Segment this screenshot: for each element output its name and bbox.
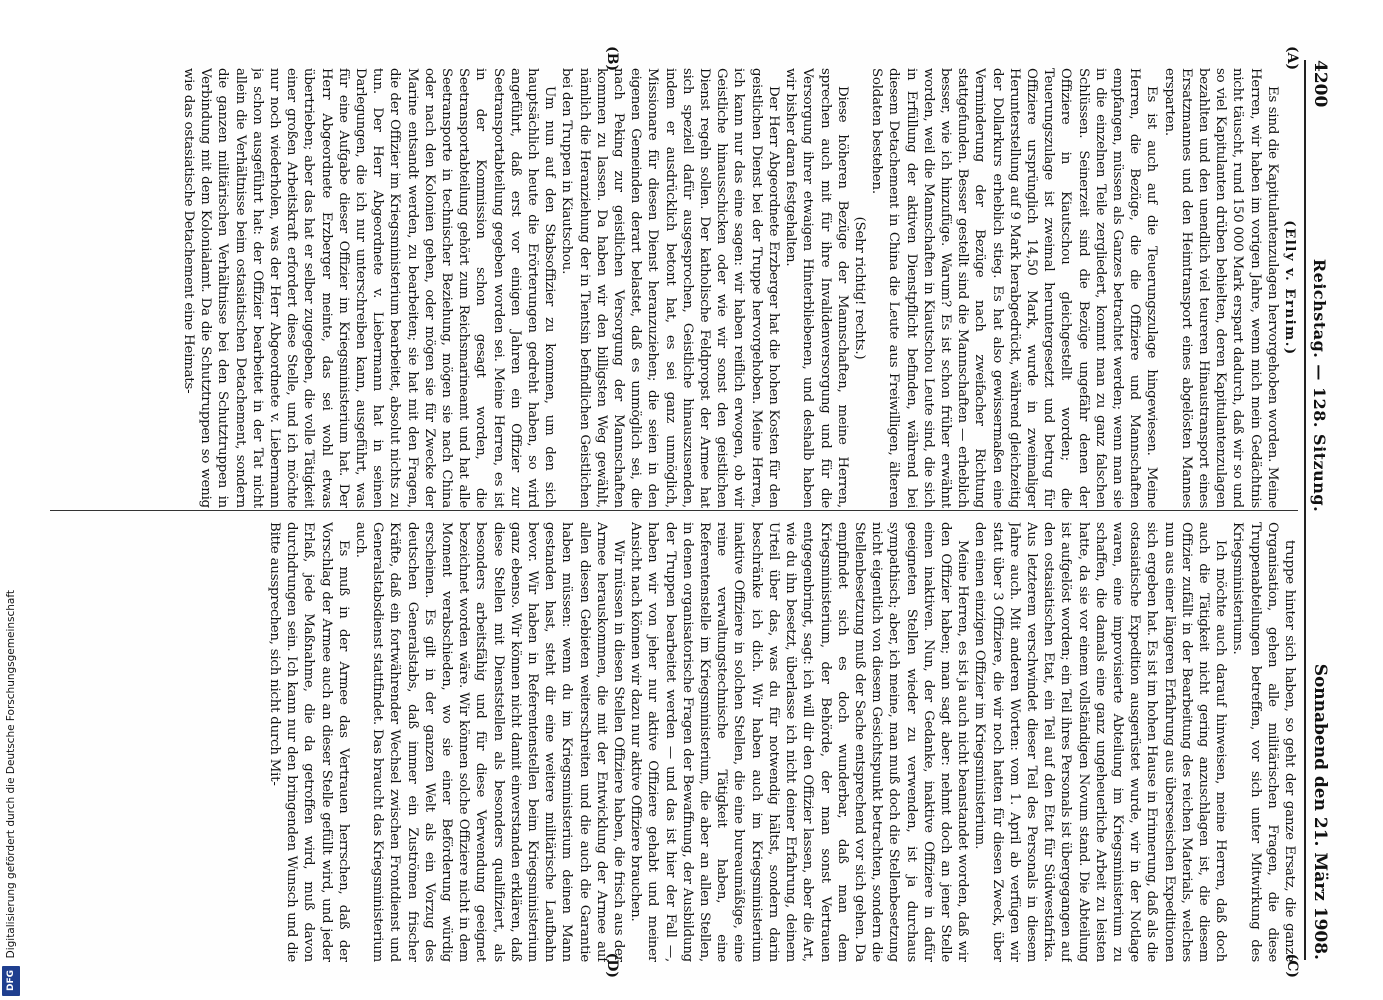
margin-marker-d: (D) (604, 952, 620, 978)
page-title: Reichstag. — 128. Sitzung. (1310, 258, 1329, 513)
page-date: Sonnabend den 21. März 1908. (1310, 663, 1330, 960)
paragraph: Um nun auf den Stabsoffizier zu kommen, um den sich hauptsächlich heute die Erörterungen gedreht haben, so wird angeführt, daß erst vor einigen Jahren ein Offizier zur Seetransportabteilung gegeben worden sei. Meine Herren, es ist in der Kommission schon gesagt worden, die Seetransportabteilung gehört zum Reichsmarineamt und hat alle Seetransporte in technischer Beziehung, mögen sie nach China oder nach den Kolonien gehen, oder mögen sie für Zwecke der Marine entsandt werden, zu bearbeiten; sie hat mit den Fragen, die der Offizier im Kriegsministerium bearbeitet, absolut nichts zu tun. Der Herr Abgeordnete v. Liebermann hat in seinen Darlegungen, die ich nur unterschreiben kann, ausgeführt, was für eine Aufgabe dieser Offizier im Kriegsministerium hat. Der Herr Abgeordnete Erzberger meinte, das sei wohl etwas übertrieben; aber das hat er selber zugegeben, die volle Tätigkeit einer großen Arbeitskraft erfordert diese Stelle, und ich möchte nur noch wiederholen, was der Herr Abgeordnete v. Liebermann ja schon ausgeführt hat: der Offizier bearbeitet in der Tat nicht allein die Verhältnisse beim ostasiatischen Detachement, sondern die ganzen militärischen Verhältnisse bei den Schutztruppen in Verbindung mit dem Kolonialamt. Da die Schutztruppen so wenig wie das ostasiatische Detachement eine Heimats- (181, 68, 558, 508)
right-column (50, 522, 1298, 962)
paragraph: Es ist auch auf die Teuerungszulage hingewiesen. Meine Herren, die Bezüge, die die Offiziere und Mannschaften empfangen, müssen als Ganzes betrachtet werden; wenn man sie in die einzelnen Teile zergliedert, kommt man zu ganz falschen Schlüssen. Seinerzeit sind die Bezüge ungefähr denen der Offiziere in Kiautschou gleichgestellt worden; die Teuerungszulage ist zweimal heruntergesetzt und betrug für Offiziere ursprünglich 14,50 Mark, wurde in zweimaliger Herunterstellung auf 9 Mark herabgedrückt, während gleichzeitig der Dollarkurs erheblich stieg. Es hat also gewissermaßen eine Verminderung der Bezüge nach zweifacher Richtung stattgefunden. Besser gestellt sind die Mannschaften — erheblich besser, wie ich hinzufüge. Warum? Es ist schon früher erwähnt worden, weil die Mannschaften in Kiautschou Leute sind, die sich in Erfüllung der aktiven Dienstpflicht befinden, während bei diesem Detachement in China die Leute aus Freiwilligen, älteren Soldaten bestehen. (869, 68, 1160, 508)
page-frame (40, 40, 1340, 980)
paragraph: Der Herr Abgeordnete Erzberger hat die hohen Kosten für den geistlichen Dienst bei der Truppe hervorgehoben. Meine Herren, ich kann nur das eine sagen: wir haben reiflich erwogen, ob wir Geistliche hinausschicken oder wie wir sonst den geistlichen Dienst regeln sollen. Der katholische Feldpropst der Armee hat sich speziell dafür ausgesprochen, Geistliche hinauszusenden, indem er ausdrücklich betont hat, es sei ganz unmöglich, Missionare für diesen Dienst heranzuziehen; die seien in den eigenen Gemeinden derart belastet, daß es unmöglich sei, die nach Peking zur geistlichen Versorgung der Mannschaften kommen zu lassen. Da haben wir den billigsten Weg gewählt, nämlich die Heranziehung der in Tientsin befindlichen Geistlichen bei den Truppen in Kiautschou. (559, 68, 781, 508)
margin-marker-b: (B) (604, 46, 620, 72)
page-header (1310, 60, 1340, 960)
margin-marker-a: (A) (1284, 46, 1300, 71)
dfg-logo-icon (2, 966, 20, 996)
rotated-page (40, 40, 1340, 980)
page-number: 4200 (1310, 60, 1330, 108)
paragraph: Wir müssen in diesen Stellen Offiziere haben, die frisch aus der Armee herauskommen, die mit der Entwicklung der Armee auf allen diesen Gebieten weiterschreiten und die auch die Garantie haben müssen: wenn du im Kriegsministerium deinen Mann gestanden hast, steht dir eine weitere militärische Laufbahn bevor. Wir haben in Referentenstellen beim Kriegsministerium ganz ebenso. Wir können nicht damit einverstanden erklären, daß diese Stellen mit Dienststellen als besonders qualifiziert, als besonders arbeitsfähig und für diese Verwendung geeignet bezeichnet worden wäre. Wir können solche Offiziere nicht in dem Moment verabschieden, wo sie einer Beförderung würdig erscheinen. Es gilt in der ganzen Welt als ein Vorzug des deutschen Generalstabs, daß immer ein Zuströmen frischer Kräfte, daß ein fortwährender Wechsel zwischen Frontdienst und Generalstabsdienst stattfindet. Das braucht das Kriegsministerium auch. (353, 522, 627, 962)
paragraph: Es sind die Kapitulantenzulagen hervorgehoben worden. Meine Herren, wir haben im vorigen Jahre, wenn mich mein Gedächtnis nicht täuscht, rund 150 000 Mark erspart dadurch, daß wir so und so viel Kapitulanten drüben behielten, deren Kapitulantenzulagen bezahlten und den unendlich viel teureren Hinaustransport eines Ersatzmannes und den Heimtransport eines abgelösten Mannes ersparten. (1161, 68, 1280, 508)
column-divider (50, 510, 1298, 511)
paragraph: Meine Herren, es ist ja auch nicht beanstandet worden, daß wir den Offizier haben; man sagt aber: nehmt doch an jener Stelle einen inaktiven. Nun, der Gedanke, inaktive Offiziere in dafür geeigneten Stellen wieder zu verwenden, ist ja durchaus sympathisch; aber, ich meine, man muß doch die Stellenbesetzung nicht eigentlich von diesem Gesichtspunkt betrachten, sondern die Stellenbesetzung muß der Sache entsprechend vor sich gehen. Da empfindet sich es doch wunderbar, daß man dem Kriegsministerium, der Behörde, der man sonst Vertrauen entgegenbringt, sagt: ich will dir den Offizier lassen, aber die Art, wie du ihn besetzt, überlasse ich nicht deiner Erfahrung, deinem Urteil über das, was du für notwendig hältst, sondern darin beschränke ich dich. Wir haben auch im Kriegsministerium inaktive Offiziere in solchen Stellen, die eine bureaumäßige, eine reine verwaltungstechnische Tätigkeit haben, eine Referentenstelle im Kriegsministerium, die aber an allen Stellen, in denen organisatorische Fragen der Bewaffnung, der Ausbildung der Truppen bearbeitet werden — und das ist hier der Fall —, haben wir von jeher nur aktive Offiziere gehabt und meiner Ansicht nach können wir dazu nur aktive Offiziere brauchen. (628, 522, 971, 962)
speaker-line: (Elly v. Ernim.) (1282, 220, 1297, 356)
credit-text: Digitalisierung gefördert durch die Deutsche Forschungsgemeinschaft (5, 589, 17, 958)
paragraph: Ich möchte auch darauf hinweisen, meine Herren, daß doch auch die Tätigkeit nicht gering anzuschlagen ist, die diesem Offizier zufällt in der Bearbeitung des reichen Materials, welches nun aus einer längeren Erfahrung aus überseeischen Expeditionen sich ergeben hat. Es ist im hohen Hause in Erinnerung, daß als die ostasiatische Expedition ausgerüstet wurde, wir in der Notlage waren, eine improvisierte Abteilung im Kriegsministerium zu schaffen, die damals eine ganz ungeheuerliche Arbeit zu leisten hatte, da sie vor einem vollständigen Novum stand. Die Abteilung ist aufgelöst worden; ein Teil ihres Personals ist übergegangen auf den ostasiatischen Etat, ein Teil auf den Etat für Südwestafrika. Aus letzterem verschwindet dieser Teil des Personals in diesem Jahre auch. Mit anderen Worten: vom 1. April ab verfügen wir statt über 3 Offiziere, die wir noch hatten für diesen Zweck, über den einen einzigen Offizier im Kriegsministerium. (972, 522, 1229, 962)
logo-text: DFG (6, 970, 16, 992)
paragraph: truppe hinter sich haben, so geht der ganze Ersatz, die ganze Organisation, gehen alle militärischen Fragen, die diese Truppenabteilungen betreffen, vor sich unter Mitwirkung des Kriegsministeriums. (1230, 522, 1297, 962)
digitization-credit (0, 0, 22, 1000)
paragraph: Es muß in der Armee das Vertrauen herrschen, daß der Vorschlag der Armee auch an dieser Stelle gefüllt wird, und jeder Erlaß, jede Maßnahme, die da getroffen wird, muß davon durchdrungen sein. Ich kann nur den bringenden Wunsch und die Bitte aussprechen, sich nicht durch Mit- (267, 522, 351, 962)
interjection: (Sehr richtig! rechts.) (851, 216, 867, 360)
paragraph: Diese höheren Bezüge der Mannschaften, meine Herren, sprechen auch mit für ihre Invalidenversorgung und für die Versorgung ihrer etwaigen Hinterbliebenen, und deshalb haben wir bisher daran festgehalten. (783, 68, 850, 508)
left-column (50, 68, 1298, 508)
header-rule (1304, 60, 1306, 960)
margin-marker-c: (C) (1284, 953, 1300, 978)
